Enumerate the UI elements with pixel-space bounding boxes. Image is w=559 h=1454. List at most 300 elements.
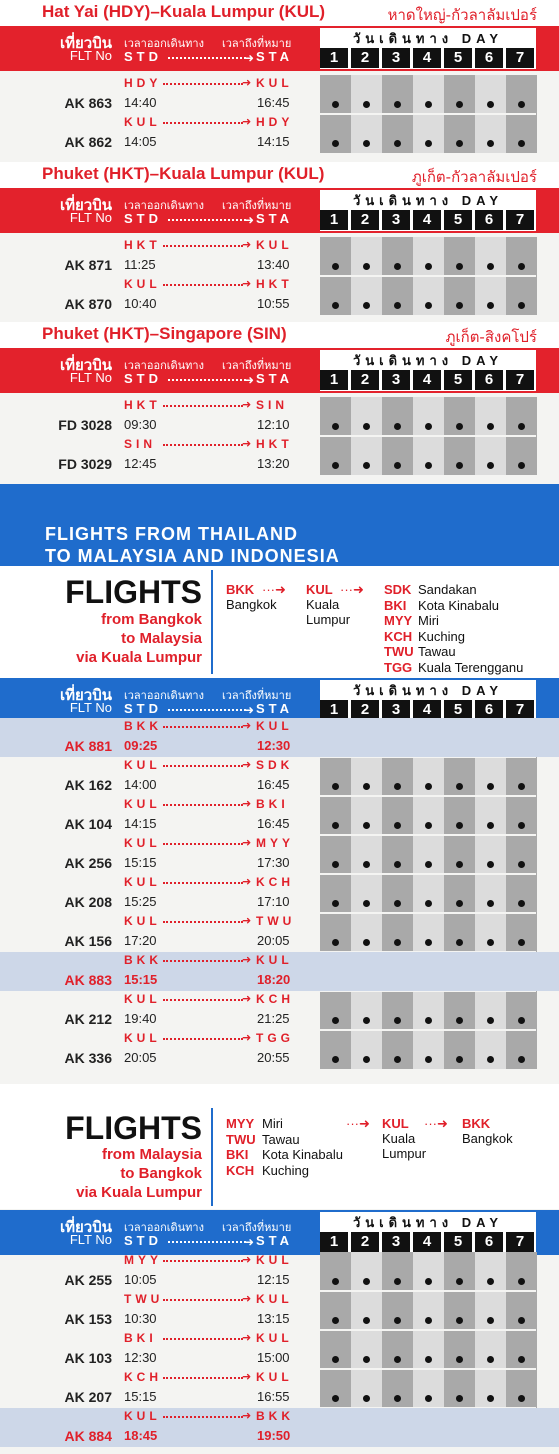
sta-label: STA	[256, 371, 294, 386]
day-number-7: 7	[506, 1232, 534, 1252]
day-number-6: 6	[475, 210, 503, 230]
header-row-codes	[0, 48, 320, 68]
flight-number: AK 862	[64, 134, 112, 150]
route-dotted-line	[163, 83, 243, 85]
flight-number: AK 871	[64, 257, 112, 273]
flight-number: AK 153	[64, 1311, 112, 1327]
origin-name: Kuching	[262, 1162, 309, 1178]
day-number-2: 2	[351, 48, 379, 68]
destination-code: KUL	[256, 1253, 293, 1267]
schedule-header	[0, 26, 559, 71]
flights-subheading: to Malaysia	[121, 630, 202, 647]
flight-number-label: FLT No	[69, 1232, 112, 1247]
origin-code: BKK	[124, 953, 162, 967]
day-number-3: 3	[382, 700, 410, 720]
banner-line-2: TO MALAYSIA AND INDONESIA	[45, 546, 340, 566]
flight-number: AK 883	[64, 972, 112, 988]
day-of-week-header	[320, 680, 536, 721]
route-dotted-line	[163, 804, 243, 806]
day-label: วันเดินทาง DAY	[352, 193, 504, 208]
route-dotted-line	[163, 444, 243, 446]
day-number-2: 2	[351, 210, 379, 230]
header-row-codes	[0, 1232, 320, 1252]
origin-code: KUL	[124, 758, 161, 772]
route-arrow-icon: ➜	[242, 759, 252, 771]
day-number-7: 7	[506, 48, 534, 68]
departure-time: 10:30	[124, 1311, 157, 1326]
flight-number: AK 212	[64, 1011, 112, 1027]
origin-code: HKT	[124, 398, 161, 412]
route-title	[0, 0, 559, 26]
arrival-time: 16:45	[257, 95, 290, 110]
bangkok-to-malaysia-info	[0, 566, 559, 678]
day-number-1: 1	[320, 48, 348, 68]
origin-code: KUL	[124, 1031, 161, 1045]
route-title	[0, 322, 559, 348]
origin-code: KUL	[124, 115, 161, 129]
destination-code: KCH	[256, 875, 294, 889]
day-label: วันเดินทาง DAY	[352, 31, 504, 46]
destination-code: BKI	[384, 597, 407, 613]
day-number-2: 2	[351, 700, 379, 720]
route-arrow-icon: ···➜	[340, 582, 364, 597]
flight-label-thai: เที่ยวบิน	[59, 196, 112, 214]
arrow-head-icon: ➜	[244, 703, 255, 717]
day-number-1: 1	[320, 1232, 348, 1252]
route-arrow-icon: ➜	[242, 954, 252, 966]
arrow-head-icon: ➜	[244, 51, 255, 65]
arrival-time: 12:30	[257, 738, 291, 753]
day-number-1: 1	[320, 370, 348, 390]
route-title-th: ภูเก็ต-กัวลาลัมเปอร์	[411, 168, 537, 186]
departure-time: 14:05	[124, 134, 157, 149]
route-arrow-icon: ➜	[242, 1410, 252, 1422]
day-number-1: 1	[320, 700, 348, 720]
flight-row	[0, 237, 559, 276]
origin-code: HKT	[124, 238, 161, 252]
route-arrow-icon: ➜	[242, 1254, 252, 1266]
arrival-time-label-thai: เวลาถึงที่หมาย	[222, 1221, 292, 1234]
route-arrow-icon: ➜	[242, 915, 252, 927]
arrival-time: 19:50	[257, 1428, 291, 1443]
day-label: วันเดินทาง DAY	[352, 1215, 504, 1230]
day-of-week-header	[320, 28, 536, 69]
destination-name: Sandakan	[418, 582, 477, 597]
day-of-week-header	[320, 190, 536, 231]
day-number-3: 3	[382, 370, 410, 390]
destination-code: KUL	[256, 953, 293, 967]
flight-row	[0, 114, 559, 153]
destination-name: Kuala Terengganu	[418, 659, 524, 675]
day-number-6: 6	[475, 370, 503, 390]
day-number-7: 7	[506, 370, 534, 390]
route-arrow-icon: ➜	[242, 993, 252, 1005]
header-row-thai	[0, 1212, 320, 1236]
origin-code: BKK	[124, 719, 162, 733]
day-number-5: 5	[444, 700, 472, 720]
dotted-arrow-line	[168, 219, 246, 221]
route-arrow-icon: ➜	[242, 116, 252, 128]
flight-row	[0, 757, 559, 796]
destination-code: MYY	[256, 836, 295, 850]
schedule-header	[0, 678, 559, 723]
flight-number: AK 208	[64, 894, 112, 910]
route-dotted-line	[163, 843, 243, 845]
std-label: STD	[124, 49, 162, 64]
departure-time-label-thai: เวลาออกเดินทาง	[124, 359, 204, 372]
sta-label: STA	[256, 211, 294, 226]
destination-code: BKI	[256, 797, 289, 811]
divider-line	[211, 1108, 213, 1206]
origin-code: HDY	[124, 76, 162, 90]
destination-code: KCH	[256, 992, 294, 1006]
arrival-time: 13:40	[257, 257, 290, 272]
route-title-en: Hat Yai (HDY)–Kuala Lumpur (KUL)	[42, 2, 326, 21]
destination-code: SDK	[384, 582, 412, 597]
origin-code: KUL	[124, 992, 161, 1006]
route-arrow-icon: ➜	[242, 399, 252, 411]
flight-number-label: FLT No	[69, 700, 112, 715]
flight-row	[0, 436, 559, 475]
route-title-en: Phuket (HKT)–Singapore (SIN)	[42, 324, 287, 343]
departure-time: 19:40	[124, 1011, 157, 1026]
flight-number-label: FLT No	[69, 48, 112, 63]
arrival-time: 17:10	[257, 894, 290, 909]
arrival-time: 13:20	[257, 456, 290, 471]
flights-subheading: from Malaysia	[101, 1146, 202, 1163]
destination-code: TWU	[256, 914, 296, 928]
departure-time: 12:45	[124, 456, 157, 471]
flight-label-thai: เที่ยวบิน	[59, 356, 112, 374]
arrival-time: 20:05	[257, 933, 290, 948]
origin-name: Tawau	[262, 1131, 300, 1147]
flight-row	[0, 952, 559, 991]
route-arrow-icon: ···➜	[262, 582, 286, 597]
route-dotted-line	[163, 1416, 243, 1418]
flight-row	[0, 1030, 559, 1069]
day-number-6: 6	[475, 48, 503, 68]
flight-label-thai: เที่ยวบิน	[59, 1218, 112, 1236]
arrival-time: 17:30	[257, 855, 290, 870]
day-number-4: 4	[413, 1232, 441, 1252]
route-arrow-icon: ➜	[242, 438, 252, 450]
flight-row	[0, 874, 559, 913]
flight-row	[0, 835, 559, 874]
destination-code: HKT	[256, 277, 293, 291]
flight-row	[0, 397, 559, 436]
flight-number: FD 3028	[58, 417, 112, 433]
arrival-time: 13:15	[257, 1311, 290, 1326]
route-arrow-icon: ➜	[242, 720, 252, 732]
flight-number: AK 884	[64, 1428, 112, 1444]
origin-code: BKI	[124, 1331, 157, 1345]
route-title	[0, 162, 559, 188]
departure-time: 14:00	[124, 777, 157, 792]
route-dotted-line	[163, 765, 243, 767]
hub-name: Kuala	[382, 1131, 416, 1146]
flight-number: AK 863	[64, 95, 112, 111]
destination-name: Tawau	[418, 644, 456, 659]
destination-name: Miri	[418, 613, 439, 628]
departure-time: 11:25	[124, 257, 156, 272]
day-number-1: 1	[320, 210, 348, 230]
destination-name: Kota Kinabalu	[418, 597, 499, 613]
flight-label-thai: เที่ยวบิน	[59, 34, 112, 52]
destination-code: KUL	[256, 76, 293, 90]
destination-code: KCH	[384, 628, 413, 644]
destination-code: HDY	[256, 115, 294, 129]
origin-code: MYY	[124, 1253, 163, 1267]
departure-time: 17:20	[124, 933, 157, 948]
route-dotted-line	[163, 1377, 243, 1379]
flight-row	[0, 796, 559, 835]
flight-number: AK 881	[64, 738, 112, 754]
departure-time-label-thai: เวลาออกเดินทาง	[124, 689, 204, 702]
flight-row	[0, 1369, 559, 1408]
header-row-codes	[0, 700, 320, 720]
destination-code: HKT	[256, 437, 293, 451]
route-dotted-line	[163, 122, 243, 124]
dotted-arrow-line	[168, 57, 246, 59]
flight-number: AK 162	[64, 777, 112, 793]
day-number-6: 6	[475, 1232, 503, 1252]
arrival-time: 12:10	[257, 417, 290, 432]
destination-code: BKK	[462, 1116, 491, 1131]
day-number-3: 3	[382, 1232, 410, 1252]
flight-row	[0, 276, 559, 315]
origin-code: TWU	[226, 1131, 256, 1147]
destination-code: BKK	[256, 1409, 294, 1423]
route-arrow-icon: ➜	[242, 1371, 252, 1383]
arrival-time: 10:55	[257, 296, 290, 311]
route-title-th: หาดใหญ่-กัวลาลัมเปอร์	[387, 6, 537, 24]
day-of-week-header	[320, 1212, 536, 1253]
flight-number: AK 207	[64, 1389, 112, 1405]
arrival-time-label-thai: เวลาถึงที่หมาย	[222, 199, 292, 212]
route-dotted-line	[163, 960, 243, 962]
route-dotted-line	[163, 1260, 243, 1262]
origin-code: KCH	[226, 1162, 255, 1178]
flight-row	[0, 75, 559, 114]
hub-name: Lumpur	[306, 612, 351, 627]
day-number-2: 2	[351, 1232, 379, 1252]
origin-code: MYY	[226, 1116, 255, 1131]
flights-subheading: via Kuala Lumpur	[76, 649, 202, 666]
origin-code: BKI	[226, 1147, 249, 1162]
destination-code: TGG	[256, 1031, 294, 1045]
arrow-head-icon: ➜	[244, 373, 255, 387]
day-number-5: 5	[444, 1232, 472, 1252]
route-arrow-icon: ···➜	[346, 1116, 370, 1131]
dotted-arrow-line	[168, 379, 246, 381]
sta-label: STA	[256, 701, 294, 716]
departure-time-label-thai: เวลาออกเดินทาง	[124, 199, 204, 212]
arrival-time: 18:20	[257, 972, 291, 987]
flight-number-label: FLT No	[69, 210, 112, 225]
origin-code: KCH	[124, 1370, 162, 1384]
day-number-3: 3	[382, 48, 410, 68]
sta-label: STA	[256, 1233, 294, 1248]
arrival-time-label-thai: เวลาถึงที่หมาย	[222, 37, 292, 50]
day-number-5: 5	[444, 48, 472, 68]
arrival-time: 21:25	[257, 1011, 290, 1026]
header-row-thai	[0, 190, 320, 214]
route-dotted-line	[163, 882, 243, 884]
route-dotted-line	[163, 921, 243, 923]
header-row-thai	[0, 680, 320, 704]
hub-name: Lumpur	[382, 1146, 427, 1161]
destination-code: MYY	[384, 613, 413, 628]
schedule-header	[0, 188, 559, 233]
arrow-head-icon: ➜	[244, 213, 255, 227]
origin-code: KUL	[124, 277, 161, 291]
departure-time-label-thai: เวลาออกเดินทาง	[124, 1221, 204, 1234]
flight-number: AK 870	[64, 296, 112, 312]
arrival-time: 15:00	[257, 1350, 290, 1365]
arrival-time-label-thai: เวลาถึงที่หมาย	[222, 689, 292, 702]
origin-name: Kota Kinabalu	[262, 1147, 343, 1162]
flight-row	[0, 913, 559, 952]
departure-time: 20:05	[124, 1050, 157, 1065]
flight-number: AK 336	[64, 1050, 112, 1066]
route-arrow-icon: ···➜	[424, 1116, 448, 1131]
destination-code: TGG	[384, 659, 413, 675]
day-label: วันเดินทาง DAY	[352, 683, 504, 698]
destination-code: KUL	[256, 238, 293, 252]
route-arrow-icon: ➜	[242, 239, 252, 251]
schedule-header	[0, 348, 559, 393]
day-number-7: 7	[506, 210, 534, 230]
departure-time: 18:45	[124, 1428, 158, 1443]
flights-subheading: via Kuala Lumpur	[76, 1184, 202, 1201]
header-row-codes	[0, 210, 320, 230]
arrival-time: 20:55	[257, 1050, 290, 1065]
departure-time: 14:40	[124, 95, 157, 110]
destination-code: KUL	[256, 1292, 293, 1306]
divider-line	[211, 570, 213, 674]
route-arrow-icon: ➜	[242, 876, 252, 888]
day-number-6: 6	[475, 700, 503, 720]
origin-code: BKK	[226, 582, 255, 597]
std-label: STD	[124, 211, 162, 226]
route-arrow-icon: ➜	[242, 278, 252, 290]
day-number-7: 7	[506, 700, 534, 720]
origin-code: KUL	[124, 875, 161, 889]
destination-code: SIN	[256, 398, 289, 412]
day-number-2: 2	[351, 370, 379, 390]
malaysia-to-bangkok-info	[0, 1084, 559, 1209]
route-dotted-line	[163, 284, 243, 286]
route-arrow-icon: ➜	[242, 837, 252, 849]
day-number-5: 5	[444, 370, 472, 390]
header-row-codes	[0, 370, 320, 390]
dotted-arrow-line	[168, 709, 246, 711]
day-number-4: 4	[413, 48, 441, 68]
departure-time: 15:25	[124, 894, 157, 909]
destination-code: KUL	[256, 1331, 293, 1345]
std-label: STD	[124, 701, 162, 716]
departure-time: 10:40	[124, 296, 157, 311]
origin-name: Miri	[262, 1116, 283, 1131]
flights-subheading: to Bangkok	[120, 1165, 202, 1182]
header-row-thai	[0, 350, 320, 374]
destination-code: KUL	[256, 1370, 293, 1384]
flights-subheading: from Bangkok	[101, 611, 202, 628]
header-row-thai	[0, 28, 320, 52]
route-title-en: Phuket (HKT)–Kuala Lumpur (KUL)	[42, 164, 325, 183]
route-dotted-line	[163, 726, 243, 728]
origin-code: KUL	[124, 1409, 161, 1423]
day-number-5: 5	[444, 210, 472, 230]
arrow-head-icon: ➜	[244, 1235, 255, 1249]
arrival-time-label-thai: เวลาถึงที่หมาย	[222, 359, 292, 372]
flight-number: AK 256	[64, 855, 112, 871]
banner-line-1: FLIGHTS FROM THAILAND	[45, 524, 298, 544]
departure-time-label-thai: เวลาออกเดินทาง	[124, 37, 204, 50]
std-label: STD	[124, 1233, 162, 1248]
destination-code: KUL	[256, 719, 293, 733]
flight-label-thai: เที่ยวบิน	[59, 686, 112, 704]
origin-code: KUL	[124, 914, 161, 928]
departure-time: 15:15	[124, 1389, 157, 1404]
region-banner	[0, 484, 559, 566]
route-dotted-line	[163, 1038, 243, 1040]
flights-heading: FLIGHTS	[65, 1110, 202, 1146]
origin-code: KUL	[124, 836, 161, 850]
departure-time: 09:25	[124, 738, 158, 753]
route-arrow-icon: ➜	[242, 1293, 252, 1305]
day-of-week-header	[320, 350, 536, 391]
route-arrow-icon: ➜	[242, 77, 252, 89]
arrival-time: 16:55	[257, 1389, 290, 1404]
destination-name: Bangkok	[462, 1131, 513, 1146]
day-number-3: 3	[382, 210, 410, 230]
flight-row	[0, 1291, 559, 1330]
day-label: วันเดินทาง DAY	[352, 353, 504, 368]
flight-number: AK 156	[64, 933, 112, 949]
arrival-time: 16:45	[257, 777, 290, 792]
route-dotted-line	[163, 405, 243, 407]
flight-number: AK 255	[64, 1272, 112, 1288]
route-dotted-line	[163, 245, 243, 247]
hub-code: KUL	[382, 1116, 409, 1131]
hub-name: Kuala	[306, 597, 340, 612]
day-number-4: 4	[413, 700, 441, 720]
flight-number: AK 104	[64, 816, 112, 832]
departure-time: 15:15	[124, 972, 158, 987]
day-number-4: 4	[413, 210, 441, 230]
dotted-arrow-line	[168, 1241, 246, 1243]
route-arrow-icon: ➜	[242, 1332, 252, 1344]
flight-row	[0, 1252, 559, 1291]
departure-time: 12:30	[124, 1350, 157, 1365]
sta-label: STA	[256, 49, 294, 64]
arrival-time: 12:15	[257, 1272, 290, 1287]
hub-code: KUL	[306, 582, 333, 597]
departure-time: 09:30	[124, 417, 157, 432]
flight-number: AK 103	[64, 1350, 112, 1366]
schedule-header	[0, 1210, 559, 1255]
origin-code: TWU	[124, 1292, 164, 1306]
day-number-4: 4	[413, 370, 441, 390]
std-label: STD	[124, 371, 162, 386]
route-arrow-icon: ➜	[242, 1032, 252, 1044]
destination-code: SDK	[256, 758, 294, 772]
arrival-time: 16:45	[257, 816, 290, 831]
route-dotted-line	[163, 1338, 243, 1340]
origin-code: KUL	[124, 797, 161, 811]
destination-code: TWU	[384, 644, 414, 659]
